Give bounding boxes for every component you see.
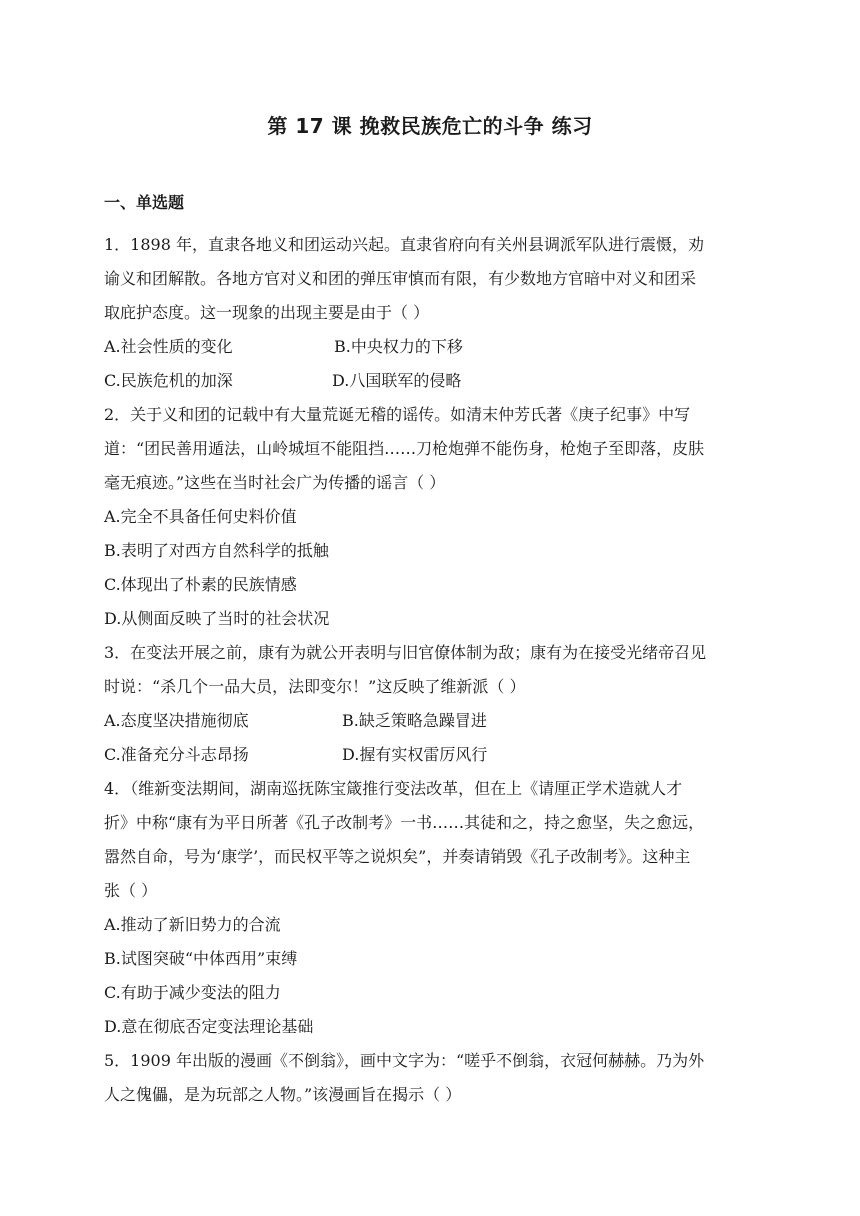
- option-b[interactable]: B.缺乏策略急躁冒进: [342, 711, 487, 730]
- option-a[interactable]: A.态度坚决措施彻底: [104, 711, 249, 730]
- option-a[interactable]: A.完全不具备任何史料价值: [104, 507, 297, 526]
- question-text-line: 2．关于义和团的记载中有大量荒诞无稽的谣传。如清末仲芳氏著《庚子纪事》中写: [104, 405, 691, 424]
- option-b[interactable]: B.试图突破“中体西用”束缚: [104, 949, 298, 968]
- option-c[interactable]: C.体现出了朴素的民族情感: [104, 575, 297, 594]
- option-row: [104, 364, 764, 398]
- question-text-line: 嚣然自命，号为‘康学’，而民权平等之说炽矣”，并奏请销毁《孔子改制考》。这种主: [104, 847, 691, 866]
- option-d[interactable]: D.握有实权雷厉风行: [342, 745, 488, 764]
- option-a[interactable]: A.推动了新旧势力的合流: [104, 915, 281, 934]
- question-1: [104, 228, 764, 398]
- question-text-line: 1．1898 年，直隶各地义和团运动兴起。直隶省府向有关州县调派军队进行震慑，劝: [104, 235, 704, 254]
- question-text-line: 5．1909 年出版的漫画《不倒翁》，画中文字为：“嗟乎不倒翁，衣冠何赫赫。乃为外: [104, 1051, 705, 1070]
- option-row: [104, 738, 764, 772]
- question-2: [104, 398, 764, 636]
- question-text-line: 毫无痕迹。”这些在当时社会广为传播的谣言（ ）: [104, 473, 446, 492]
- option-a[interactable]: A.社会性质的变化: [104, 337, 233, 356]
- option-d[interactable]: D.八国联军的侵略: [332, 371, 462, 390]
- page-title: 第 17 课 挽救民族危亡的斗争 练习: [267, 114, 593, 138]
- section-heading: 一、单选题: [104, 193, 185, 212]
- question-text-line: 时说：“杀几个一品大员，法即变尔！”这反映了维新派（ ）: [104, 677, 526, 696]
- question-text-line: 折》中称“康有为平日所著《孔子改制考》一书……其徒和之，持之愈坚，失之愈远，: [104, 813, 705, 832]
- option-c[interactable]: C.准备充分斗志昂扬: [104, 745, 249, 764]
- question-text-line: 谕义和团解散。各地方官对义和团的弹压审慎而有限，有少数地方官暗中对义和团采: [104, 269, 697, 288]
- option-row: [104, 330, 764, 364]
- question-4: [104, 772, 764, 1044]
- question-text-line: 道：“团民善用遁法，山岭城垣不能阻挡……刀枪炮弹不能伤身，枪炮子至即落，皮肤: [104, 439, 705, 458]
- option-b[interactable]: B.中央权力的下移: [334, 337, 463, 356]
- question-text-line: 张（ ）: [104, 881, 158, 900]
- option-row: [104, 704, 764, 738]
- option-c[interactable]: C.民族危机的加深: [104, 371, 233, 390]
- question-text-line: 取庇护态度。这一现象的出现主要是由于（ ）: [104, 303, 430, 322]
- option-d[interactable]: D.从侧面反映了当时的社会状况: [104, 609, 330, 628]
- question-text-line: 人之傀儡，是为玩部之人物。”该漫画旨在揭示（ ）: [104, 1085, 462, 1104]
- option-c[interactable]: C.有助于减少变法的阻力: [104, 983, 281, 1002]
- question-5: [104, 1044, 764, 1112]
- question-text-line: 3．在变法开展之前，康有为就公开表明与旧官僚体制为敌；康有为在接受光绪帝召见: [104, 643, 707, 662]
- option-b[interactable]: B.表明了对西方自然科学的抵触: [104, 541, 329, 560]
- question-3: [104, 636, 764, 772]
- question-list: [104, 228, 764, 1112]
- question-text-line: 4．（维新变法期间，湖南巡抚陈宝箴推行变法改革，但在上《请厘正学术造就人才: [104, 779, 683, 798]
- option-d[interactable]: D.意在彻底否定变法理论基础: [104, 1017, 314, 1036]
